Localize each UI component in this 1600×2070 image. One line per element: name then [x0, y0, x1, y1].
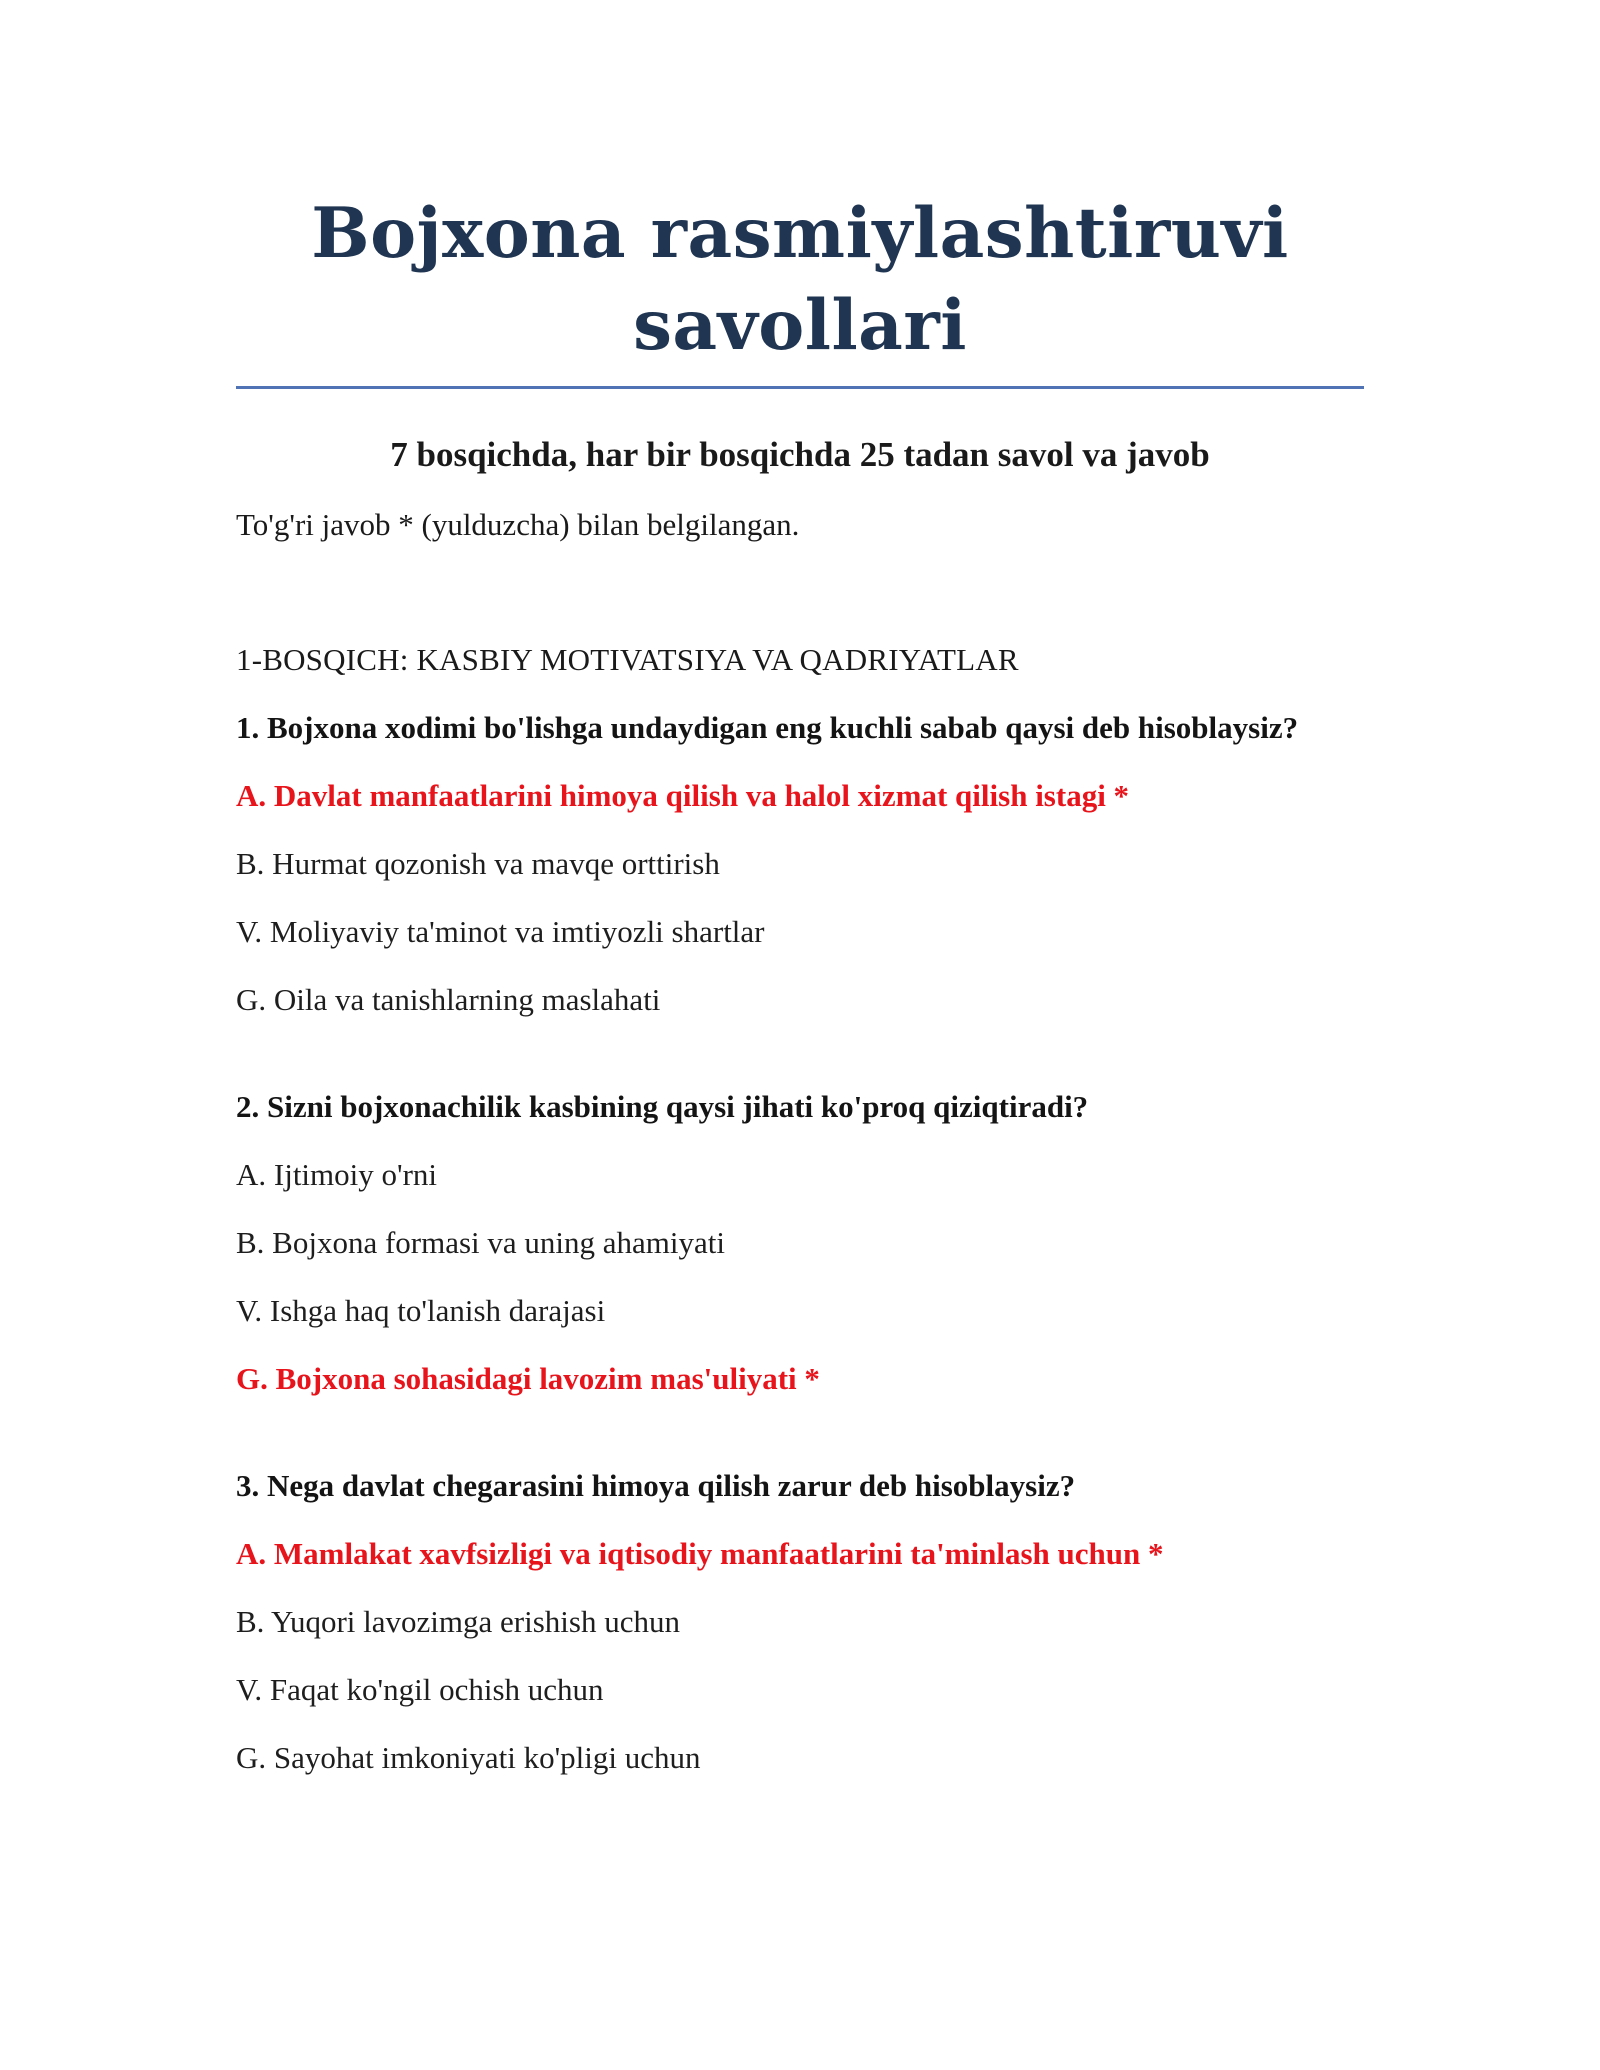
answer-option: B. Bojxona formasi va uning ahamiyati [236, 1225, 726, 1260]
answer-options [236, 1155, 1364, 1399]
question-text: 1. Bojxona xodimi bo'lishga undaydigan eng kuchli sabab qaysi deb hisoblaysiz? [236, 710, 1299, 745]
question-block [236, 1466, 1364, 1778]
answer-option: G. Oila va tanishlarning maslahati [236, 982, 661, 1017]
answer-option: B. Yuqori lavozimga erishish uchun [236, 1604, 680, 1639]
question-block [236, 708, 1364, 1020]
answer-option: B. Hurmat qozonish va mavqe orttirish [236, 846, 720, 881]
document-title: Bojxona rasmiylashtiruvi savollari [311, 193, 1289, 366]
answer-options [236, 1534, 1364, 1778]
answer-option: G. Sayohat imkoniyati ko'pligi uchun [236, 1740, 701, 1775]
answer-option: V. Moliyaviy ta'minot va imtiyozli shartlar [236, 914, 765, 949]
answer-option-correct: A. Davlat manfaatlarini himoya qilish va halol xizmat qilish istagi * [236, 778, 1130, 813]
stage-heading: 1-BOSQICH: KASBIY MOTIVATSIYA VA QADRIYATLAR [236, 642, 1019, 677]
question-text: 2. Sizni bojxonachilik kasbining qaysi jihati ko'proq qiziqtiradi? [236, 1089, 1089, 1124]
answer-key-note: To'g'ri javob * (yulduzcha) bilan belgilangan. [236, 507, 800, 542]
answer-option: A. Ijtimoiy o'rni [236, 1157, 438, 1192]
answer-option: V. Faqat ko'ngil ochish uchun [236, 1672, 604, 1707]
question-block [236, 1087, 1364, 1399]
document-page [236, 0, 1364, 1778]
answer-option-correct: A. Mamlakat xavfsizligi va iqtisodiy manfaatlarini ta'minlash uchun * [236, 1536, 1164, 1571]
answer-options [236, 776, 1364, 1020]
title-divider [236, 386, 1364, 389]
answer-option: V. Ishga haq to'lanish darajasi [236, 1293, 606, 1328]
question-text: 3. Nega davlat chegarasini himoya qilish zarur deb hisoblaysiz? [236, 1468, 1076, 1503]
document-subtitle: 7 bosqichda, har bir bosqichda 25 tadan savol va javob [390, 435, 1210, 474]
answer-option-correct: G. Bojxona sohasidagi lavozim mas'uliyati * [236, 1361, 820, 1396]
